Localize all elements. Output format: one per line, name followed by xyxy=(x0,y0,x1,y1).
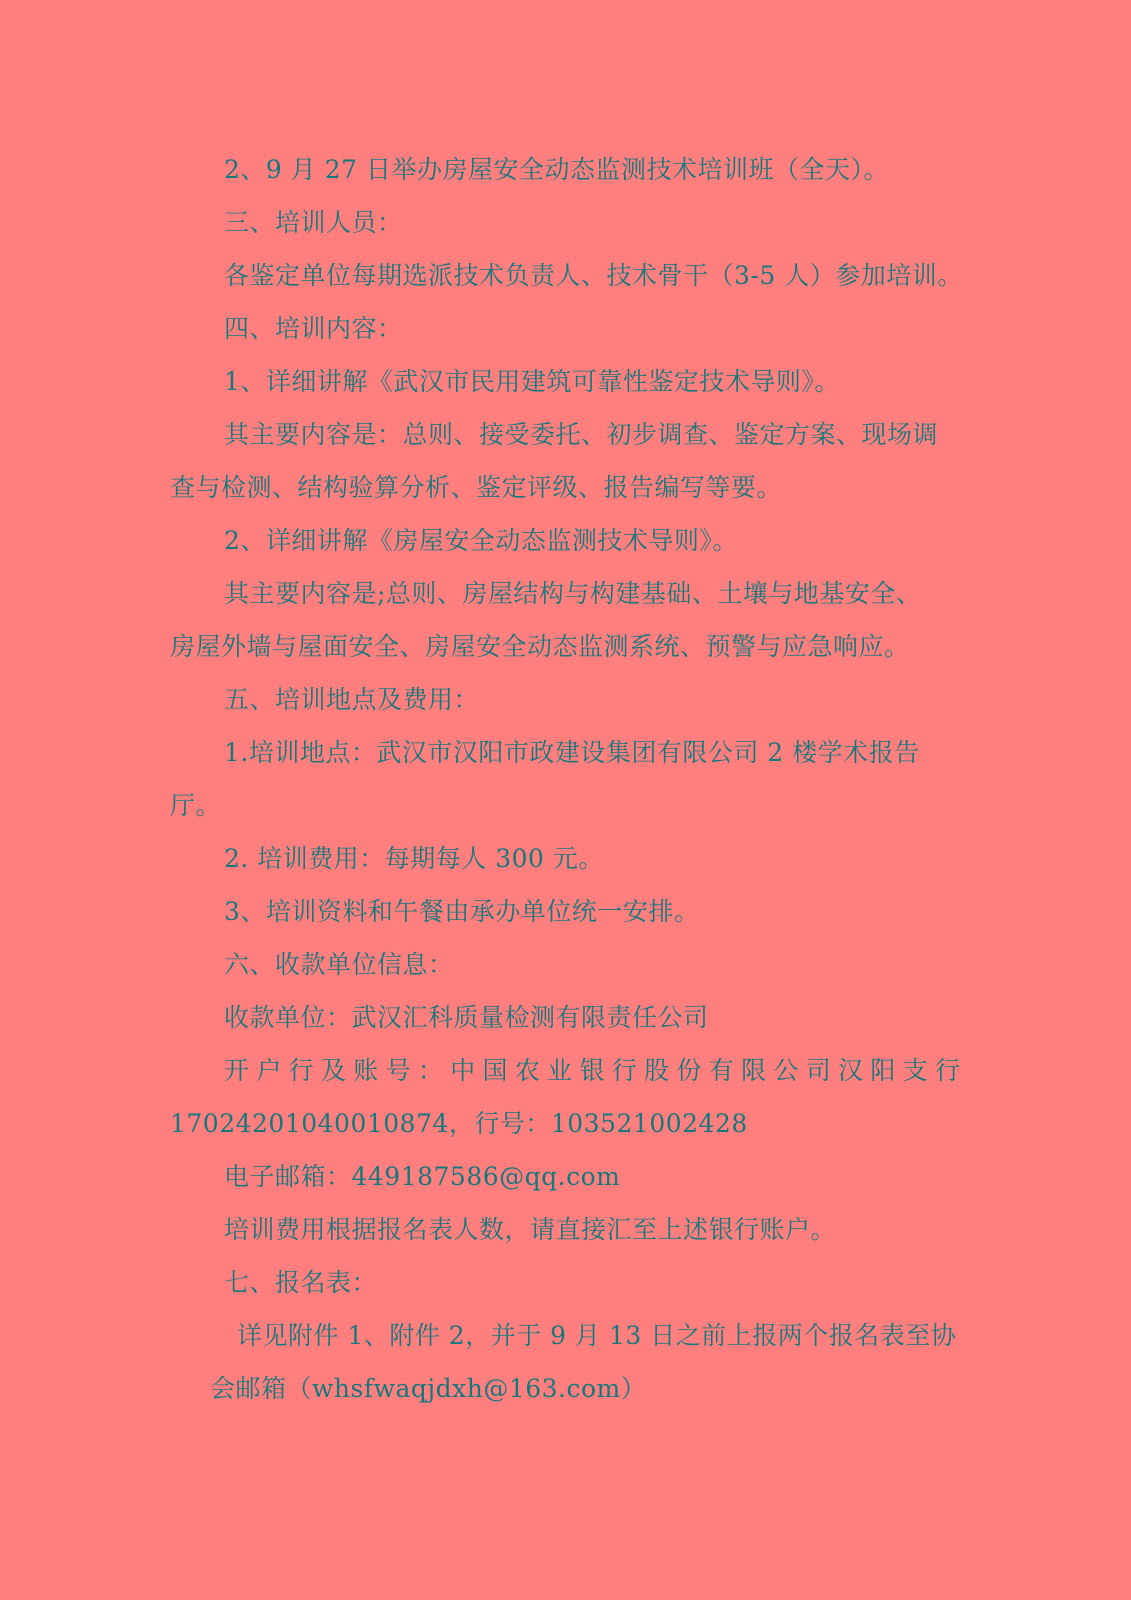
text-line-17: 收款单位：武汉汇科质量检测有限责任公司 xyxy=(224,1003,709,1032)
text-line-7: 查与检测、结构验算分析、鉴定评级、报告编写等要。 xyxy=(170,473,783,502)
text-line-18-content: 开户行及账号：中国农业银行股份有限公司汉阳支行 xyxy=(224,1056,968,1085)
text-line-13: 厅。 xyxy=(170,791,222,820)
section-heading-5: 五、培训地点及费用： xyxy=(224,685,480,714)
text-line-19: 17024201040010874，行号：103521002428 xyxy=(170,1109,748,1138)
text-line-15: 3、培训资料和午餐由承办单位统一安排。 xyxy=(224,897,700,926)
text-line-10: 房屋外墙与屋面安全、房屋安全动态监测系统、预警与应急响应。 xyxy=(170,632,910,661)
text-line-5: 1、详细讲解《武汉市民用建筑可靠性鉴定技术导则》。 xyxy=(224,367,840,396)
text-line-18 xyxy=(224,1056,968,1086)
text-line-6: 其主要内容是：总则、接受委托、初步调查、鉴定方案、现场调 xyxy=(224,420,939,449)
text-line-23: 详见附件 1、附件 2，并于 9 月 13 日之前上报两个报名表至协 xyxy=(237,1321,957,1350)
text-line-20: 电子邮箱：449187586@qq.com xyxy=(224,1162,621,1191)
text-line-1: 2、9 月 27 日举办房屋安全动态监测技术培训班（全天）。 xyxy=(224,155,889,184)
text-line-21: 培训费用根据报名表人数，请直接汇至上述银行账户。 xyxy=(224,1215,837,1244)
text-line-14: 2. 培训费用：每期每人 300 元。 xyxy=(224,844,604,873)
text-line-8: 2、详细讲解《房屋安全动态监测技术导则》。 xyxy=(224,526,738,555)
section-heading-6: 六、收款单位信息： xyxy=(224,950,454,979)
text-line-24: 会邮箱（whsfwaqjdxh@163.com） xyxy=(210,1374,647,1403)
section-heading-4: 四、培训内容： xyxy=(224,314,403,343)
section-heading-3: 三、培训人员： xyxy=(224,208,403,237)
text-line-12: 1.培训地点：武汉市汉阳市政建设集团有限公司 2 楼学术报告 xyxy=(224,738,920,767)
text-line-9: 其主要内容是;总则、房屋结构与构建基础、土壤与地基安全、 xyxy=(224,579,922,608)
text-line-3: 各鉴定单位每期选派技术负责人、技术骨干（3-5 人）参加培训。 xyxy=(224,261,963,290)
section-heading-7: 七、报名表： xyxy=(224,1268,378,1297)
